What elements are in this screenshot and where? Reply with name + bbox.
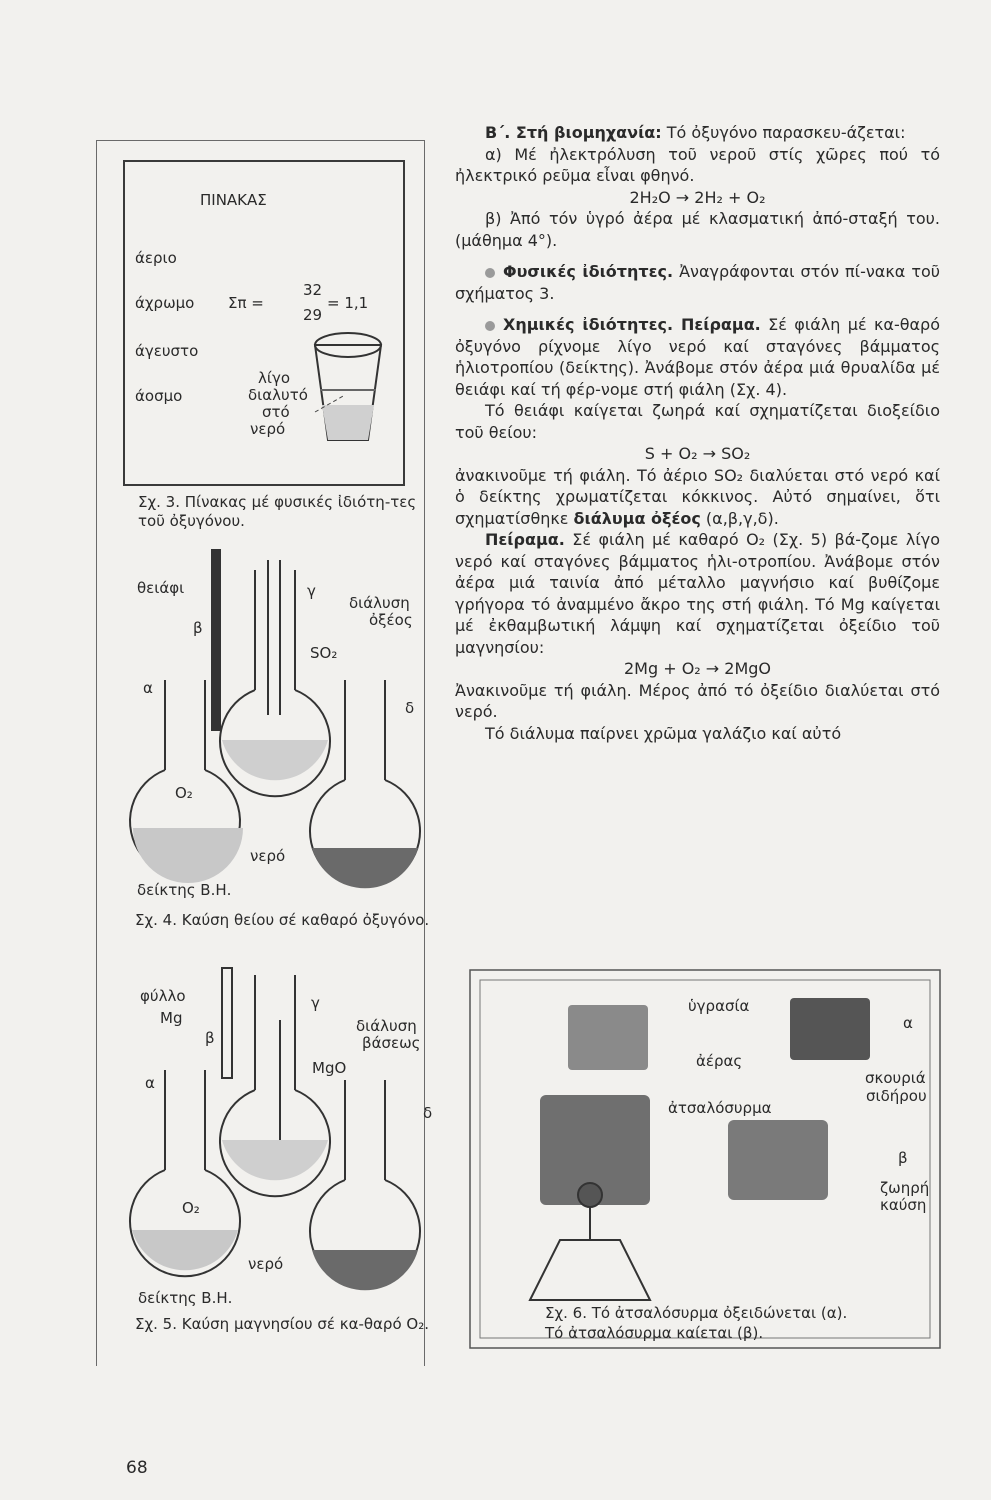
acid-end: (α,β,γ,δ). bbox=[700, 508, 779, 528]
fig4-flask-a bbox=[130, 680, 243, 883]
fig6-caption-b: Τό ἀτσαλόσυρμα καίεται (β). bbox=[545, 1324, 764, 1342]
body-text bbox=[455, 122, 940, 744]
fig4-label-sulfur: θειάφι bbox=[137, 579, 185, 597]
table-row-odorless: άοσμο bbox=[135, 387, 183, 405]
fig6-label-a: α bbox=[903, 1014, 913, 1032]
glass-icon bbox=[315, 333, 381, 440]
fig5-label-water: νερό bbox=[248, 1255, 284, 1273]
distillation-text: β) Ἀπό τόν ὑγρό ἀέρα μέ κλασματική ἀπό-σταξή του. (μάθημα 4°). bbox=[455, 209, 940, 250]
density-lhs: Σπ = bbox=[228, 294, 264, 312]
page-number: 68 bbox=[126, 1458, 148, 1478]
fig4-label-o2: O₂ bbox=[175, 784, 193, 802]
fig5-label-mg: Mg bbox=[160, 1009, 183, 1027]
fig4-label-acid2: ὀξέος bbox=[369, 611, 413, 629]
fig6-label-rust: σκουριά bbox=[865, 1069, 926, 1087]
dissolve-line-1: λίγο bbox=[258, 369, 291, 387]
fig5-label-mgo: MgO bbox=[312, 1059, 347, 1077]
fig6-label-b: β bbox=[898, 1149, 908, 1167]
fig4-label-indicator: δείκτης Β.Η. bbox=[137, 881, 232, 899]
physical-heading: Φυσικές ἰδιότητες. bbox=[503, 262, 674, 281]
fig6-label-burn2: καύση bbox=[880, 1196, 927, 1214]
equation-3: 2Mg + O₂ → 2MgO bbox=[623, 659, 772, 678]
experiment2-text: Σέ φιάλη μέ καθαρό O₂ (Σχ. 5) βά-ζομε λίγο νερό καί σταγόνες βάμματος ἡλι-οτροπίου. Ἀνάβομε στόν ἀέρα μιά ταινία ἀπό μέταλλο μαγνήσιο καί βυθίζομε γρήγορα τό ἀναμμένο ἄκρο της στή φιάλη. Τό Mg καίγεται μέ ἐκθαμβωτική λάμψη καί σχηματίζεται ὀξείδιο τοῦ μαγνησίου: bbox=[455, 530, 940, 657]
fig5-caption: Σχ. 5. Καύση μαγνησίου σέ κα-θαρό O₂. bbox=[135, 1315, 429, 1333]
table-row-tasteless: άγευστο bbox=[135, 342, 199, 360]
fig5-flask-d bbox=[310, 1080, 420, 1290]
industry-heading: Β΄. Στή βιομηχανία: bbox=[485, 123, 662, 142]
physical-text: Ἀναγράφονται στόν πί-νακα τοῦ σχήματος 3. bbox=[455, 262, 940, 303]
fig4-label-d: δ bbox=[405, 699, 415, 717]
fig4-label-so2: SO₂ bbox=[310, 644, 338, 662]
fig4-flask-d bbox=[310, 680, 420, 888]
fig3-caption: Σχ. 3. Πίνακας μέ φυσικές ἰδιότη-τες τοῦ ὀξυγόνου. bbox=[138, 493, 417, 530]
fig6-label-air: ἀέρας bbox=[696, 1052, 743, 1070]
acid-bold: διάλυμα ὀξέος bbox=[573, 508, 701, 528]
density-numerator: 32 bbox=[303, 281, 323, 299]
fig5-label-base: διάλυση bbox=[356, 1017, 417, 1035]
fig6-caption-a: Σχ. 6. Τό ἀτσαλόσυρμα ὀξειδώνεται (α). bbox=[545, 1304, 848, 1322]
acid-text: ἀνακινοῦμε τή φιάλη. Τό ἀέριο SO₂ διαλύεται στό νερό καί ὁ δείκτης χρωματίζεται κόκκινος. Αὐτό σημαίνει, ὅτι σχηματίσθηκε bbox=[455, 465, 940, 528]
chemical-heading: Χημικές ἰδιότητες. Πείραμα. bbox=[503, 315, 761, 334]
table-title: ΠΙΝΑΚΑΣ bbox=[200, 191, 267, 209]
fig6-label-rust2: σιδήρου bbox=[866, 1087, 927, 1105]
dissolve-line-2: διαλυτό bbox=[248, 386, 308, 404]
fig5-label-g: γ bbox=[311, 994, 320, 1012]
fig5-label-o2: O₂ bbox=[182, 1199, 200, 1217]
equation-1: 2H₂O → 2H₂ + O₂ bbox=[629, 187, 766, 207]
fig5-label-a: α bbox=[145, 1074, 155, 1092]
fig6-label-burn: ζωηρή bbox=[880, 1179, 930, 1197]
fig5-label-foil: φύλλο bbox=[140, 987, 186, 1005]
bullet-icon bbox=[485, 321, 495, 331]
fig4-label-a: α bbox=[143, 679, 153, 697]
fig5-label-base2: βάσεως bbox=[362, 1034, 421, 1052]
electrolysis-text: α) Μέ ἠλεκτρόλυση τοῦ νεροῦ στίς χῶρες πού τό ἠλεκτρικό ρεῦμα εἶναι φθηνό. bbox=[455, 144, 940, 185]
dissolve-line-4: νερό bbox=[250, 420, 286, 438]
fig4-label-b: β bbox=[193, 619, 203, 637]
fig4-caption: Σχ. 4. Καύση θείου σέ καθαρό ὀξυγόνο. bbox=[135, 911, 430, 929]
fig5-label-b: β bbox=[205, 1029, 215, 1047]
chemical-text: Σέ φιάλη μέ κα-θαρό ὀξυγόνο ρίχνομε λίγο νερό καί σταγόνες βάμματος ἡλιοτροπίου (δείκτης). Ἀνάβομε στόν ἀέρα μιά θρυαλίδα μέ θειάφι καί τή φέρ-νομε στή φιάλη (Σχ. 4). bbox=[455, 315, 940, 399]
fig4-label-water: νερό bbox=[250, 847, 286, 865]
fig6-label-wool: ἀτσαλόσυρμα bbox=[668, 1099, 772, 1117]
experiment2-heading: Πείραμα. bbox=[485, 530, 565, 549]
density-rhs: = 1,1 bbox=[327, 294, 369, 312]
table-row-gas: άεριο bbox=[135, 249, 177, 267]
shake-text: Ἀνακινοῦμε τή φιάλη. Μέρος ἀπό τό ὀξείδιο διαλύεται στό νερό. bbox=[455, 680, 940, 721]
equation-2: S + O₂ → SO₂ bbox=[644, 444, 751, 463]
industry-text: Τό ὀξυγόνο παρασκευ-άζεται: bbox=[661, 123, 906, 142]
fig4-label-acid: διάλυση bbox=[349, 594, 410, 612]
fig6-label-humidity: ὑγρασία bbox=[688, 997, 750, 1015]
blue-text: Τό διάλυμα παίρνει χρῶμα γαλάζιο καί αὐτό bbox=[485, 723, 842, 743]
table-row-colorless: άχρωμο bbox=[135, 294, 195, 312]
fig5-label-indicator: δείκτης Β.Η. bbox=[138, 1289, 233, 1307]
bullet-icon bbox=[485, 268, 495, 278]
sulfur-burn-text: Τό θειάφι καίγεται ζωηρά καί σχηματίζεται διοξείδιο τοῦ θείου: bbox=[455, 401, 940, 442]
fig4-label-g: γ bbox=[307, 582, 316, 600]
fig5-label-d: δ bbox=[423, 1104, 433, 1122]
dissolve-line-3: στό bbox=[262, 403, 290, 421]
density-denominator: 29 bbox=[303, 306, 323, 324]
